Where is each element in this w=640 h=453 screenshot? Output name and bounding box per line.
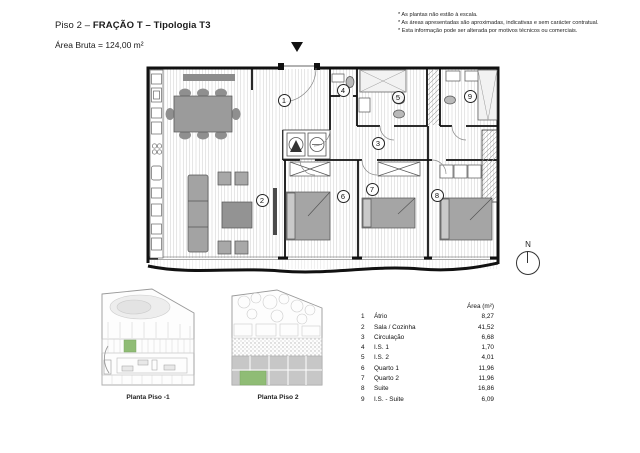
row-name: I.S. 2 bbox=[374, 354, 389, 362]
room-label-quarto2 bbox=[366, 183, 379, 196]
row-name: Quarto 1 bbox=[374, 364, 399, 372]
row-area: 41,52 bbox=[478, 323, 494, 331]
thumbnail-caption-piso-minus1: Planta Piso -1 bbox=[126, 394, 170, 401]
door-jamb bbox=[278, 63, 284, 70]
table-row bbox=[358, 312, 498, 322]
room-label-suite bbox=[431, 189, 444, 202]
table-row bbox=[358, 384, 498, 394]
row-num: 3 bbox=[361, 333, 365, 341]
row-num: 8 bbox=[361, 385, 365, 393]
room-number: 4 bbox=[340, 85, 346, 95]
row-area: 8,27 bbox=[481, 313, 494, 321]
row-num: 1 bbox=[361, 313, 365, 321]
row-area: 6,68 bbox=[481, 333, 494, 341]
row-name: Circulação bbox=[374, 333, 405, 341]
balcony-floor-hatch bbox=[149, 260, 497, 269]
entrance-marker-icon bbox=[291, 42, 303, 52]
row-name: Quarto 2 bbox=[374, 375, 399, 383]
row-area: 4,01 bbox=[481, 354, 494, 362]
room-number: 7 bbox=[369, 184, 375, 194]
floorplan-drawing bbox=[140, 38, 512, 290]
disclaimer-note: * As plantas não estão à escala. bbox=[398, 12, 478, 18]
table-row bbox=[358, 353, 498, 363]
row-area: 1,70 bbox=[481, 344, 494, 352]
room-label-is1 bbox=[337, 84, 350, 97]
room-number: 1 bbox=[281, 95, 287, 105]
thumbnail-piso2 bbox=[222, 286, 334, 394]
room-label-atrio bbox=[278, 94, 291, 107]
room-label-circulacao bbox=[372, 137, 385, 150]
room-label-quarto1 bbox=[337, 190, 350, 203]
page-title-bold: FRAÇÃO T – Tipologia T3 bbox=[92, 20, 211, 31]
disclaimer-note: * Esta informação pode ser alterada por motivos técnicos ou comerciais. bbox=[398, 28, 578, 35]
row-name: Sala / Cozinha bbox=[374, 323, 416, 331]
table-row bbox=[358, 374, 498, 384]
gross-area-line: Área Bruta = 124,00 m² bbox=[55, 40, 144, 50]
thumbnail-piso-minus1 bbox=[92, 286, 204, 394]
laundry-closet bbox=[283, 130, 330, 159]
row-area: 11,96 bbox=[478, 364, 494, 372]
north-compass-icon bbox=[516, 251, 540, 275]
row-area: 16,86 bbox=[478, 385, 494, 393]
page-title bbox=[55, 20, 211, 31]
row-name: Átrio bbox=[374, 313, 388, 321]
room-number: 3 bbox=[375, 138, 381, 148]
legend-header-area: Área (m²) bbox=[467, 303, 494, 310]
row-name: I.S. 1 bbox=[374, 344, 389, 352]
row-num: 6 bbox=[361, 364, 365, 372]
room-number: 2 bbox=[259, 195, 265, 205]
row-num: 4 bbox=[361, 344, 365, 352]
table-row bbox=[358, 323, 498, 333]
table-row bbox=[358, 395, 498, 405]
area-legend-table bbox=[358, 302, 498, 405]
row-area: 6,09 bbox=[481, 395, 494, 403]
room-number: 5 bbox=[395, 92, 401, 102]
room-label-is2 bbox=[392, 91, 405, 104]
unit-highlight bbox=[124, 340, 136, 352]
legend-header-row bbox=[358, 302, 498, 312]
page-title-regular: Piso 2 – bbox=[55, 20, 93, 31]
room-number: 6 bbox=[340, 191, 346, 201]
unit-highlight bbox=[240, 371, 266, 385]
door-jamb bbox=[314, 63, 320, 70]
row-name: Suite bbox=[374, 385, 389, 393]
row-area: 11,96 bbox=[478, 375, 494, 383]
room-number: 8 bbox=[434, 190, 440, 200]
disclaimer-note: * As áreas apresentadas são aproximadas, indicativas e sem carácter contratual. bbox=[398, 20, 599, 27]
thumbnail-caption-piso2: Planta Piso 2 bbox=[257, 394, 299, 401]
row-num: 9 bbox=[361, 395, 365, 403]
room-number: 9 bbox=[467, 91, 473, 101]
duct-shaft bbox=[428, 69, 439, 125]
room-label-sala bbox=[256, 194, 269, 207]
row-num: 2 bbox=[361, 323, 365, 331]
row-num: 5 bbox=[361, 354, 365, 362]
room-label-is-suite bbox=[464, 90, 477, 103]
row-name: I.S. - Suite bbox=[374, 395, 404, 403]
kitchen-cabinets bbox=[150, 70, 163, 258]
disclaimer-notes bbox=[398, 11, 599, 36]
row-num: 7 bbox=[361, 375, 365, 383]
table-row bbox=[358, 333, 498, 343]
table-row bbox=[358, 364, 498, 374]
north-indicator bbox=[509, 240, 547, 290]
table-row bbox=[358, 343, 498, 353]
north-label: N bbox=[525, 240, 531, 249]
